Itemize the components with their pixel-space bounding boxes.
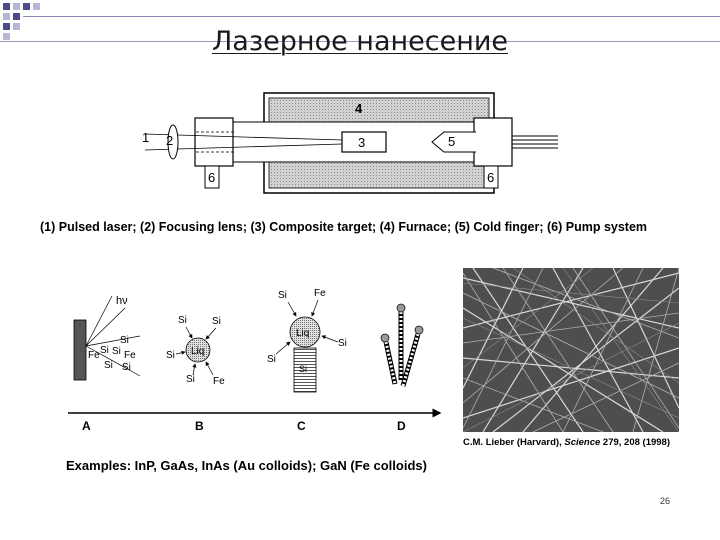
stage-c: C [297,419,306,433]
a-fe-1: Fe [88,350,100,361]
a-si-3: Si [112,346,121,357]
b-liq: Liq [191,346,205,357]
label-target: 3 [358,135,366,150]
label-cold-finger: 5 [448,134,456,149]
slide-title: Лазерное нанесение [211,26,509,57]
label-pump-right: 6 [487,170,495,185]
nanowire-micrograph [463,268,679,432]
page-number: 26 [660,496,671,506]
left-flange [195,118,233,166]
stage-b: B [195,419,204,433]
label-pump-left: 6 [208,170,216,185]
apparatus-caption: (1) Pulsed laser; (2) Focusing lens; (3) Composite target; (4) Furnace; (5) Cold finger; (6) Pump system [40,220,648,234]
credit-ref: 279, 208 (1998) [600,437,671,448]
growth-mechanism-diagram [60,280,450,440]
label-furnace: 4 [355,101,363,116]
a-fe-2: Fe [124,350,136,361]
target-plate [74,320,86,380]
c-si-1: Si [278,290,287,301]
label-laser: 1 [142,130,150,145]
stage-d: D [397,419,406,433]
micrograph-credit [463,437,670,448]
a-si-2: Si [100,345,109,356]
c-liq: Liq [296,328,310,339]
right-flange [474,118,512,166]
b-fe: Fe [213,376,225,387]
hv-label: hν [116,295,128,307]
c-si-3: Si [267,354,276,365]
b-si-1: Si [178,315,187,326]
apparatus-diagram [130,88,560,198]
examples-text: Examples: InP, GaAs, InAs (Au colloids); GaN (Fe colloids) [66,458,427,473]
c-si-2: Si [338,338,347,349]
label-lens: 2 [166,133,174,148]
a-si-5: Si [122,362,131,373]
credit-journal: Science [564,437,601,448]
a-si-4: Si [104,360,113,371]
c-fe: Fe [314,288,326,299]
credit-author: C.M. Lieber (Harvard), [463,437,565,448]
b-si-3: Si [166,350,175,361]
c-si-wire: Si [299,364,308,374]
a-si-1: Si [120,335,129,346]
stage-a: A [82,419,91,433]
b-si-4: Si [186,374,195,385]
b-si-2: Si [212,316,221,327]
